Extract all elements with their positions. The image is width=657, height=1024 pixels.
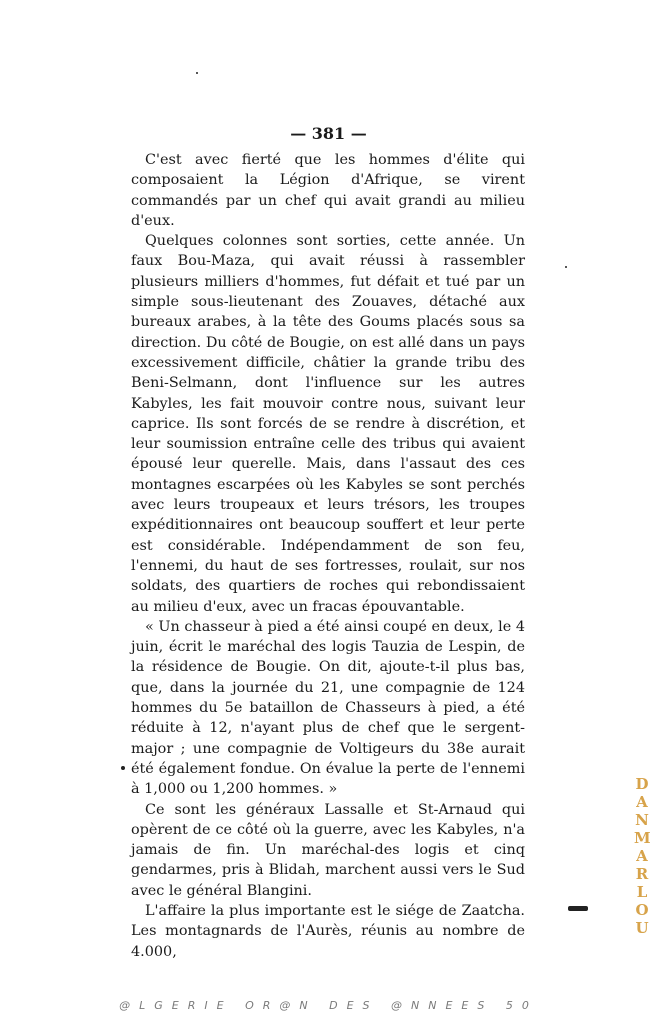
scan-speck xyxy=(568,906,588,911)
footer-watermark: @LGERIE OR@N DES @NNEES 50 xyxy=(119,999,538,1012)
paragraph-4: Ce sont les généraux Lassalle et St-Arnaud qui opèrent de ce côté où la guerre, avec les Kabyles, n'a jamais de fin. Un maréchal-des logis et cinq gendarmes, pris à Blidah, marchent aussi vers le Sud avec le général Blangini. xyxy=(131,801,525,899)
paragraph-2: Quelques colonnes sont sorties, cette année. Un faux Bou-Maza, qui avait réussi à rassembler plusieurs milliers d'hommes, fut défait et tué par un simple sous-lieutenant des Zouaves, détaché aux bureaux arabes, à la tête des Goums placés sous sa direction. Du côté de Bougie, on est allé dans un pays excessivement difficile, châtier la grande tribu des Beni-Selmann, dont l'influence sur les autres Kabyles, les fait mouvoir contre nous, suivant leur caprice. Ils sont forcés de se rendre à discrétion, et leur soumission entraîne celle des tribus qui avaient épousé leur querelle. Mais, dans l'assaut des ces montagnes escarpées où les Kabyles se sont perchés avec leurs troupeaux et leurs trésors, les troupes expéditionnaires ont beaucoup souffert et leur perte est considérable. Indépendamment de son feu, l'ennemi, du haut de ses fortresses, roulait, sur nos soldats, des quartiers de roches qui rebondissaient au milieu d'eux, avec un fracas épouvantable. xyxy=(131,233,525,615)
scan-speck xyxy=(121,766,125,770)
scan-speck xyxy=(565,266,567,268)
page-number: — 381 — xyxy=(290,124,367,143)
paragraph-3: « Un chasseur à pied a été ainsi coupé en deux, le 4 juin, écrit le maréchal des logis Tauzia de Lespin, de la résidence de Bougie. On dit, ajoute-t-il plus bas, que, dans la journée du 21, une compagnie de 124 hommes du 5e bataillon de Chasseurs à pied, a été réduite à 12, n'ayant plus de chef que le sergent-major ; une compagnie de Voltigeurs du 38e aurait été également fondue. On évalue la perte de l'ennemi à 1,000 ou 1,200 hommes. » xyxy=(131,618,525,798)
scan-speck xyxy=(196,72,198,74)
paragraph-1: C'est avec fierté que les hommes d'élite qui composaient la Légion d'Afrique, se virent commandés par un chef qui avait grandi au milieu d'eux. xyxy=(131,152,525,229)
body-text xyxy=(131,150,525,962)
paragraph-5: L'affaire la plus importante est le siége de Zaatcha. Les montagnards de l'Aurès, réunis au nombre de 4.000, xyxy=(131,902,525,960)
side-watermark: DANMARLOU xyxy=(634,775,651,937)
